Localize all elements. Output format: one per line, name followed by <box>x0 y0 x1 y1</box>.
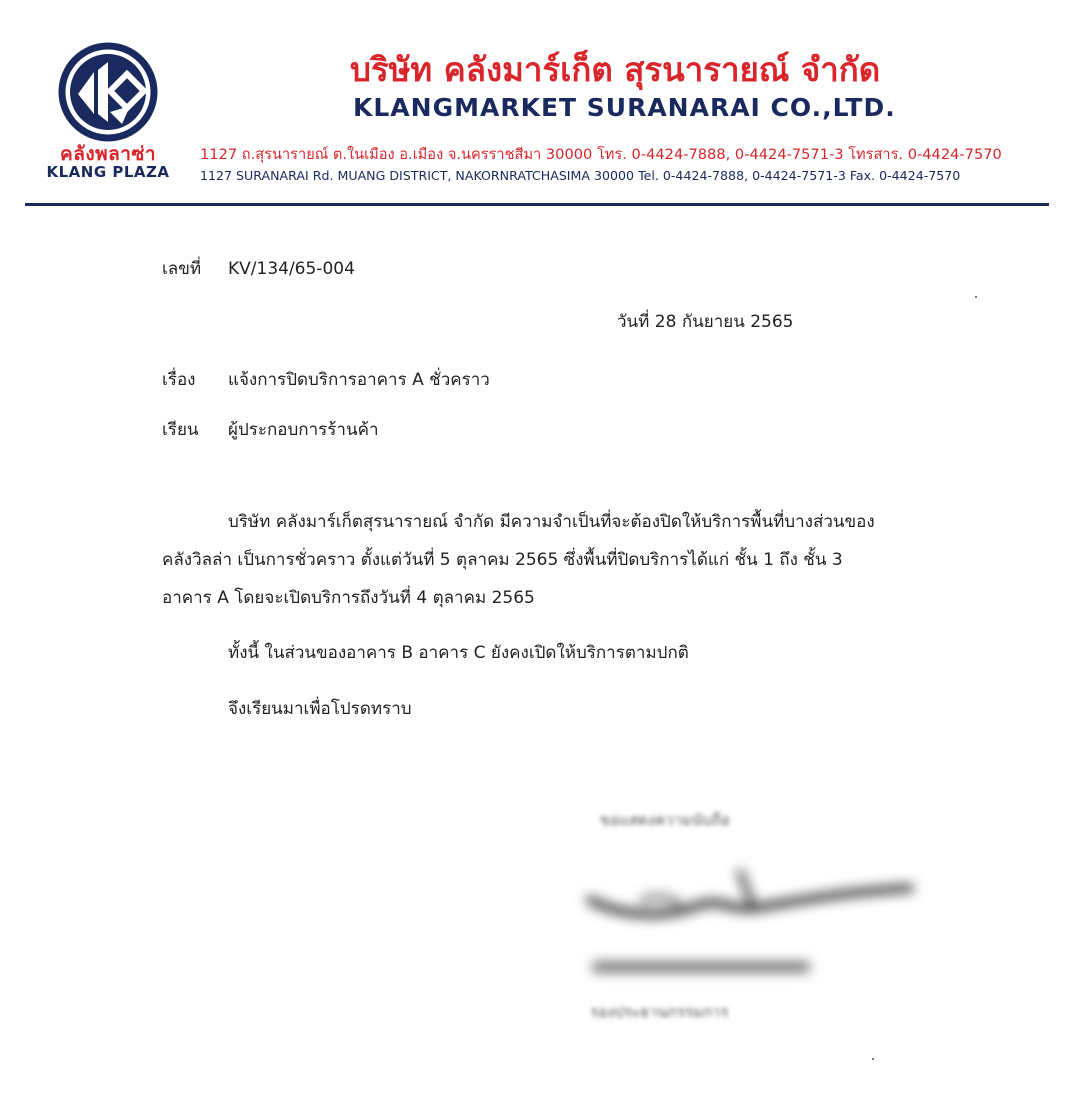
subject-text: แจ้งการปิดบริการอาคาร A ชั่วคราว <box>228 370 490 390</box>
address-en: 1127 SURANARAI Rd. MUANG DISTRICT, NAKORNRATCHASIMA 30000 Tel. 0-4424-7888, 0-4424-7571-3 Fax. 0-4424-7570 <box>200 168 961 183</box>
logo-name-th: คลังพลาซ่า <box>59 143 157 165</box>
scan-speck <box>872 1058 874 1060</box>
address-th: 1127 ถ.สุรนารายณ์ ต.ในเมือง อ.เมือง จ.นครราชสีมา 30000 โทร. 0-4424-7888, 0-4424-7571-3 โทรสาร. 0-4424-7570 <box>200 146 1002 163</box>
closing-line: จึงเรียนมาเพื่อโปรดทราบ <box>228 699 412 719</box>
company-name-th: บริษัท คลังมาร์เก็ต สุรนารายณ์ จำกัด <box>350 50 881 89</box>
regards-text: ขอแสดงความนับถือ <box>600 811 730 829</box>
letterhead-divider <box>25 203 1049 206</box>
body-line: บริษัท คลังมาร์เก็ตสุรนารายณ์ จำกัด มีความจำเป็นที่จะต้องปิดให้บริการพื้นที่บางส่วนของ <box>228 512 875 532</box>
reference-label: เลขที่ <box>162 259 202 279</box>
company-logo <box>40 42 176 180</box>
reference-number: KV/134/65-004 <box>228 259 355 279</box>
recipient-label: เรียน <box>162 420 199 440</box>
letter-date: วันที่ 28 กันยายน 2565 <box>617 312 794 332</box>
note-paragraph: ทั้งนี้ ในส่วนของอาคาร B อาคาร C ยังคงเปิดให้บริการตามปกติ <box>228 643 689 663</box>
scan-speck <box>975 296 977 298</box>
recipient-text: ผู้ประกอบการร้านค้า <box>228 420 379 440</box>
signer-name-redacted <box>592 962 810 972</box>
subject-label: เรื่อง <box>162 370 196 390</box>
logo-name-en: KLANG PLAZA <box>46 163 170 181</box>
signature-image <box>580 860 920 930</box>
body-line: อาคาร A โดยจะเปิดบริการถึงวันที่ 4 ตุลาคม 2565 <box>162 588 535 608</box>
company-name-en: KLANGMARKET SURANARAI CO.,LTD. <box>353 93 896 122</box>
signer-position: รองประธานกรรมการ <box>590 1003 729 1021</box>
klang-plaza-diamond-icon <box>58 42 158 142</box>
body-line: คลังวิลล่า เป็นการชั่วคราว ตั้งแต่วันที่ 5 ตุลาคม 2565 ซึ่งพื้นที่ปิดบริการได้แก่ ชั้น 1 ถึง ชั้น 3 <box>162 550 843 570</box>
